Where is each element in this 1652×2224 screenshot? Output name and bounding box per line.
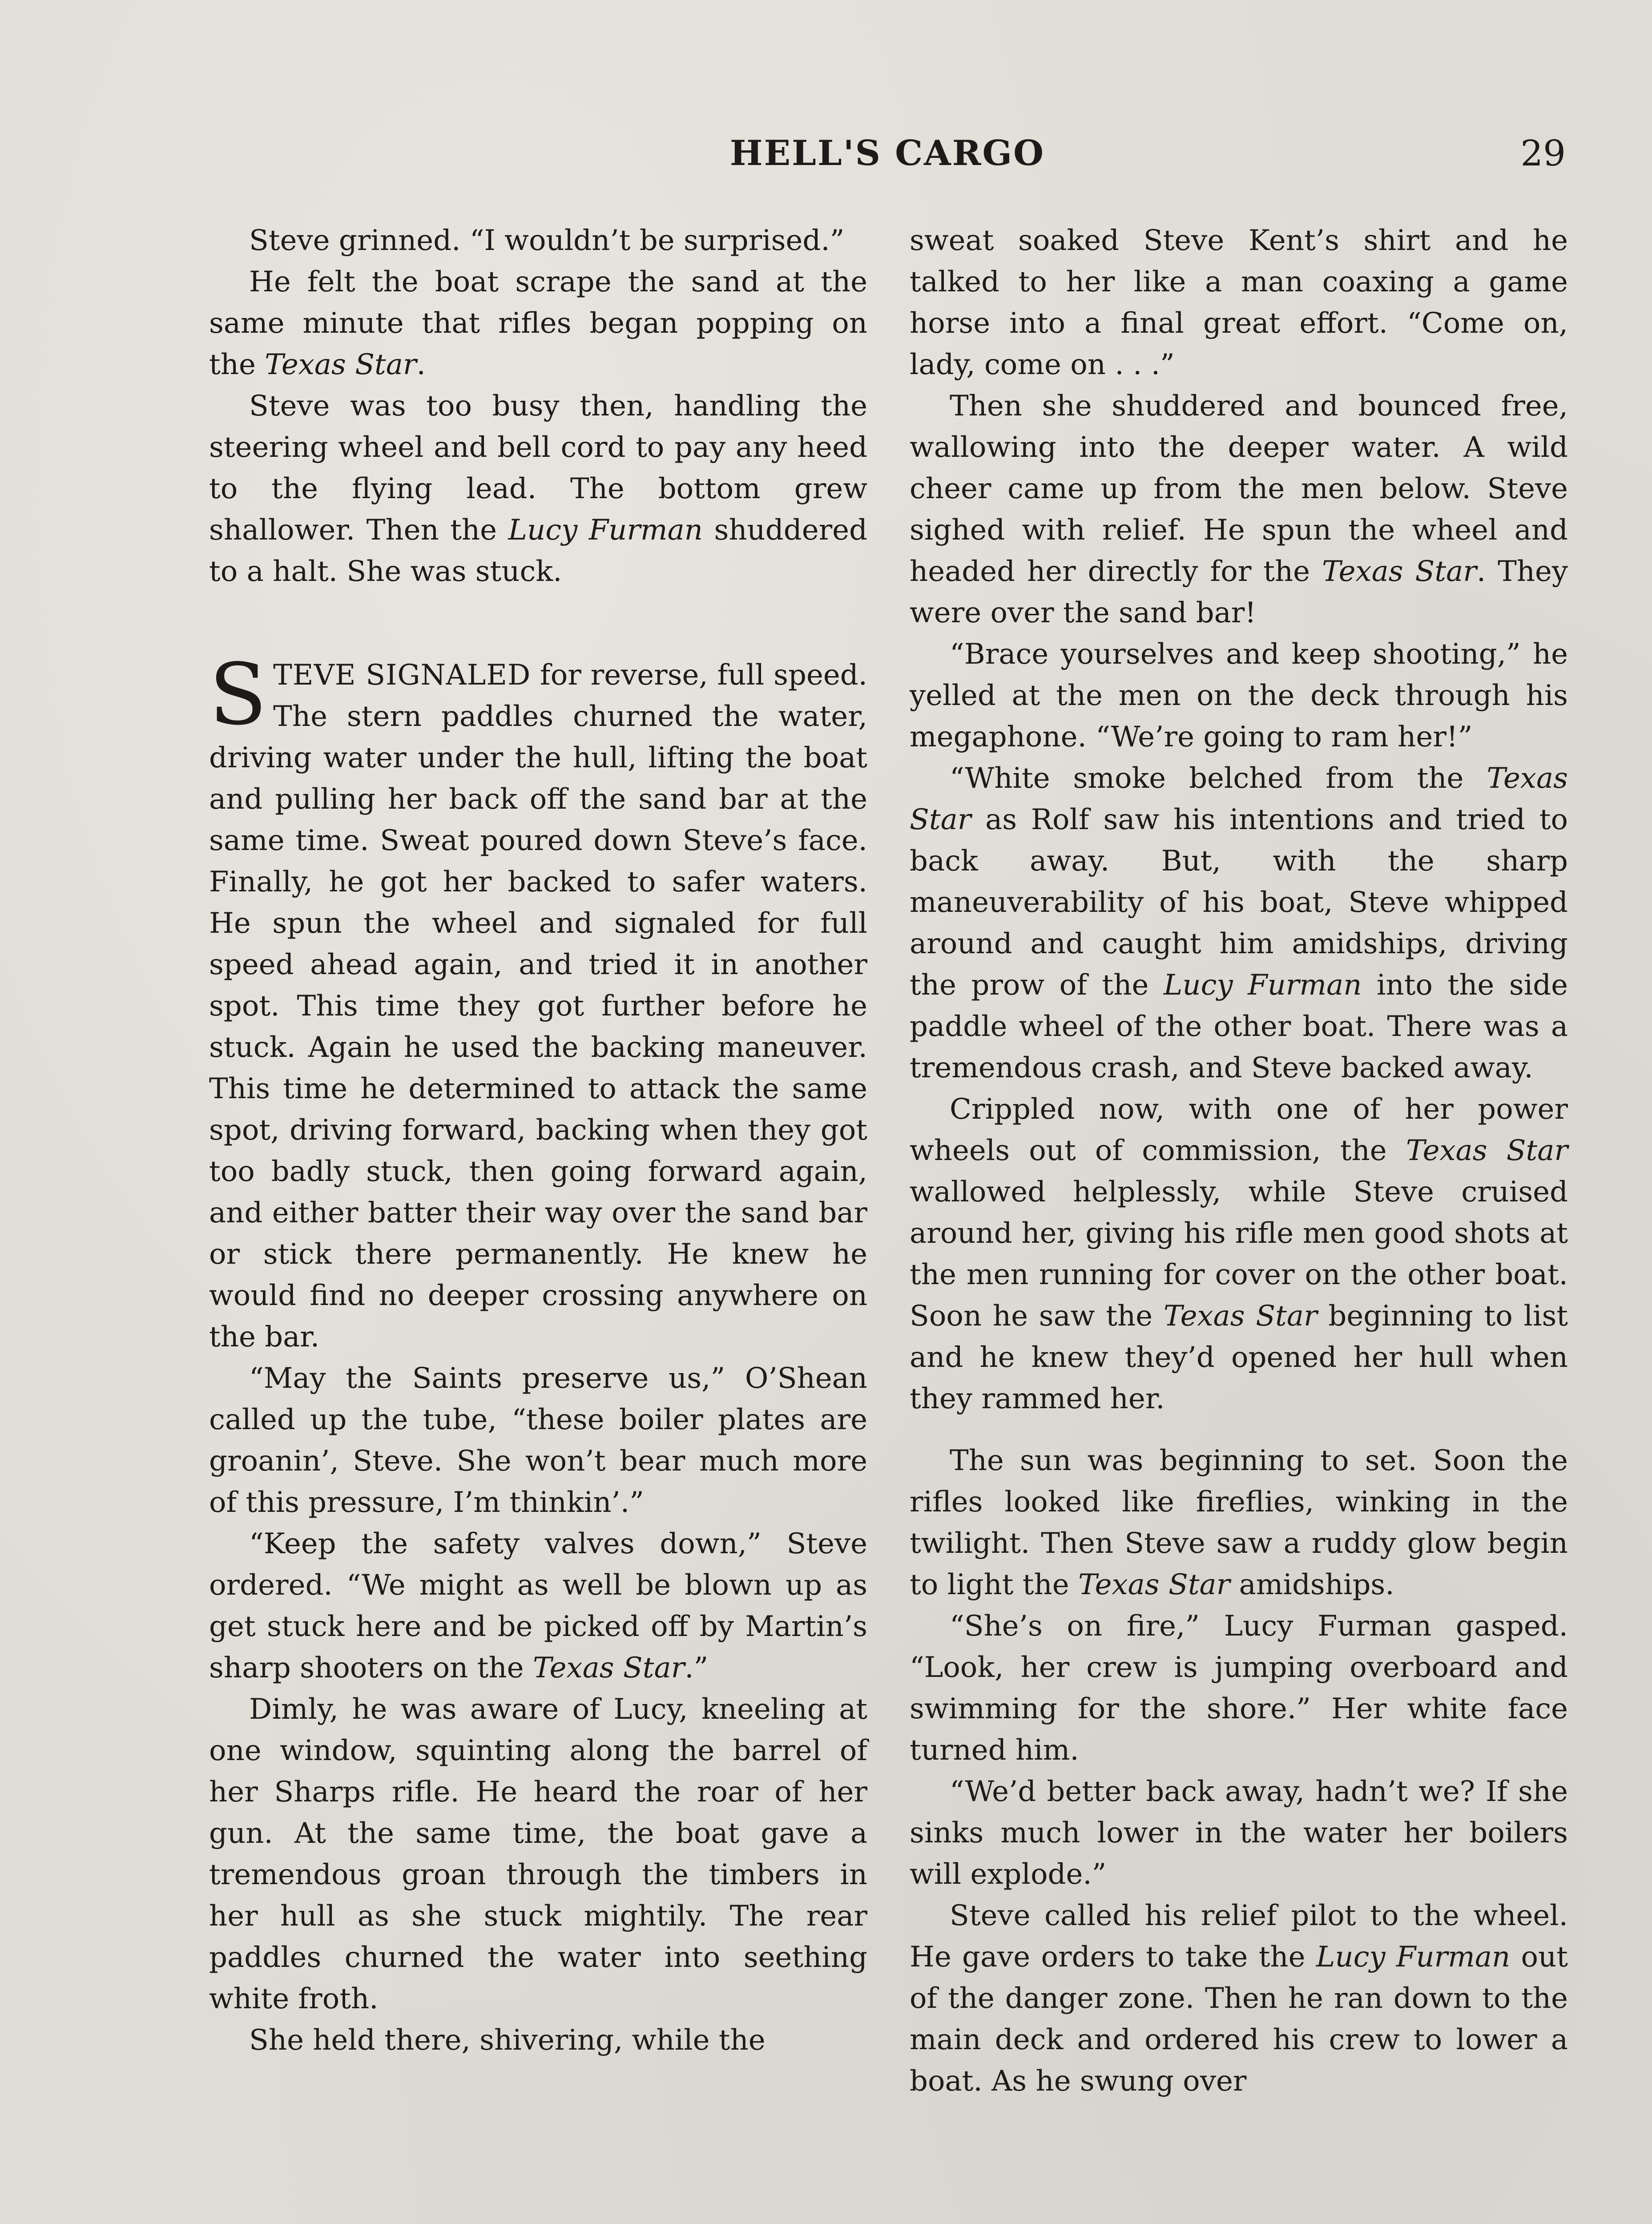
page-header (209, 127, 1566, 185)
drop-cap: S (209, 645, 267, 744)
page-number: 29 (1520, 133, 1566, 174)
running-title: HELL'S CARGO (729, 133, 1045, 173)
paragraph: Crippled now, with one of her power wheels out of commission, the Texas Star wallowed helplessly, while Steve cruised around her, giving his rifle men good shots at the men running for cover on the other boat. Soon he saw the Texas Star beginning to list and he knew they’d opened her hull when they rammed her. (910, 1093, 1568, 1415)
paragraph: The sun was beginning to set. Soon the rifles looked like fireflies, winking in the twilight. Then Steve saw a ruddy glow begin to light the Texas Star amidships. (910, 1444, 1568, 1601)
paragraph: Steve was too busy then, handling the steering wheel and bell cord to pay any heed to the flying lead. The bottom grew shallower. Then the Lucy Furman shuddered to a halt. She was stuck. (209, 390, 868, 588)
paragraph: “Keep the safety valves down,” Steve ordered. “We might as well be blown up as get stuck here and be picked off by Martin’s sharp shooters on the Texas Star.” (209, 1527, 867, 1684)
right-column (910, 220, 1568, 2102)
paragraph: “She’s on fire,” Lucy Furman gasped. “Look, her crew is jumping overboard and swimming for the shore.” Her white face turned him. (910, 1610, 1568, 1767)
paragraph: He felt the boat scrape the sand at the same minute that rifles began popping on the Texas Star. (209, 266, 867, 381)
paragraph: Steve called his relief pilot to the wheel. He gave orders to take the Lucy Furman out of the danger zone. Then he ran down to the main deck and ordered his crew to lower a boat. As he swung over (910, 1899, 1568, 2098)
paragraph: Dimly, he was aware of Lucy, kneeling at one window, squinting along the barrel of her Sharps rifle. He heard the roar of her gun. At the same time, the boat gave a tremendous groan through the timbers in her hull as she stuck mightily. The rear paddles churned the water into seething white froth. (209, 1693, 867, 2015)
paragraph: Steve grinned. “I wouldn’t be surprised.” (249, 224, 845, 257)
section-opening-paragraph: STEVE SIGNALED for reverse, full speed. The stern paddles churned the water, driving water under the hull, lifting the boat and pulling her back off the sand bar at the same time. Sweat poured down Steve’s face. Finally, he got her backed to safer waters. He spun the wheel and signaled for full speed ahead again, and tried it in another spot. This time they got further before he stuck. Again he used the backing maneuver. This time he determined to attack the same spot, driving forward, backing when they got too badly stuck, then going forward again, and either batter their way over the sand bar or stick there permanently. He knew he would find no deeper crossing anywhere on the bar. (209, 645, 868, 1354)
paragraph: Then she shuddered and bounced free, wallowing into the deeper water. A wild cheer came up from the men below. Steve sighed with relief. He spun the wheel and headed her directly for the Texas Star. They were over the sand bar! (910, 390, 1568, 629)
paragraph: “Brace yourselves and keep shooting,” he yelled at the men on the deck through his megaphone. “We’re going to ram her!” (910, 638, 1568, 753)
paragraph: “May the Saints preserve us,” O’Shean called up the tube, “these boiler plates are groanin’, Steve. She won’t bear much more of this pressure, I’m thinkin’.” (209, 1362, 867, 1519)
left-column (209, 220, 867, 2061)
paragraph: “White smoke belched from the Texas Star as Rolf saw his intentions and tried to back away. But, with the sharp maneuverability of his boat, Steve whipped around and caught him amidships, driving the prow of the Lucy Furman into the side paddle wheel of the other boat. There was a tremendous crash, and Steve backed away. (910, 762, 1568, 1084)
paragraph: sweat soaked Steve Kent’s shirt and he talked to her like a man coaxing a game horse into a final great effort. “Come on, lady, come on . . .” (910, 224, 1568, 381)
paragraph: “We’d better back away, hadn’t we? If she sinks much lower in the water her boilers will explode.” (910, 1775, 1568, 1891)
paragraph: She held there, shivering, while the (249, 2024, 766, 2057)
